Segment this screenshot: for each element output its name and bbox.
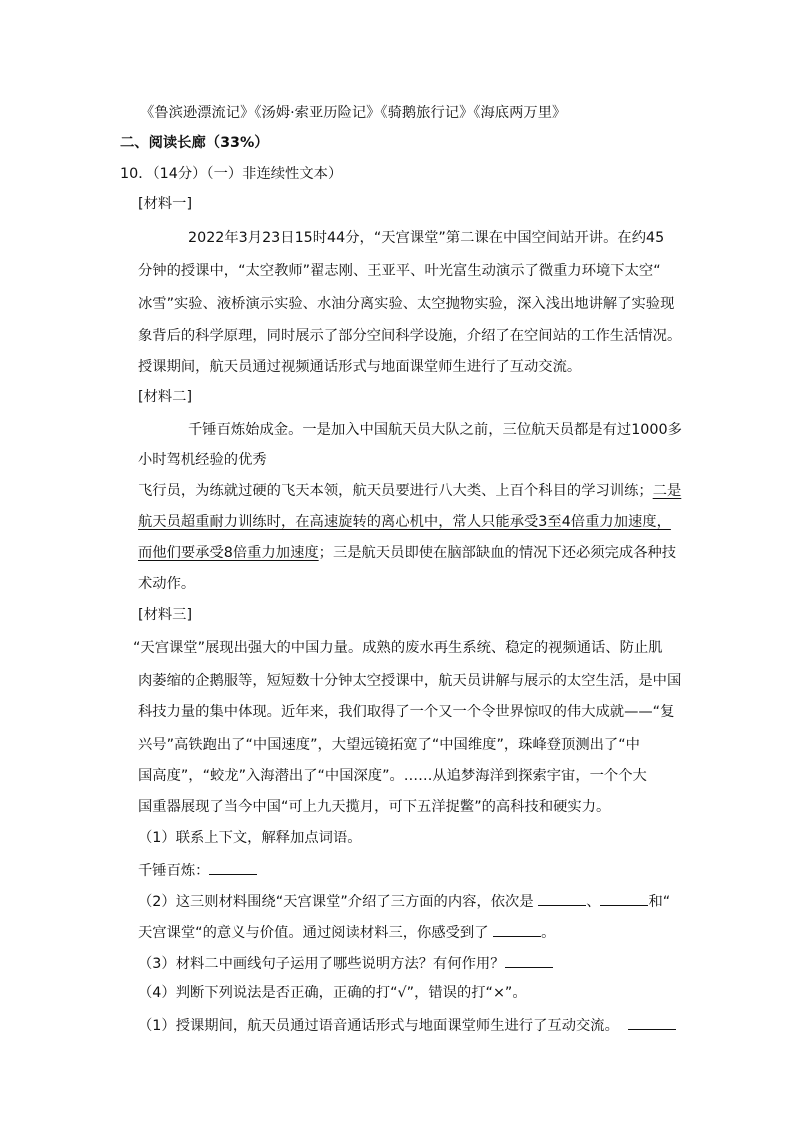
question-3 (138, 952, 553, 974)
question-4: （4）判断下列说法是否正确，正确的打“√”，错误的打“×”。 (138, 985, 527, 1001)
paragraph-line (138, 481, 681, 501)
text-span: 飞行员，为练就过硬的飞天本领，航天员要进行八大类、上百个科目的学习训练； (138, 483, 653, 499)
separator: 、 (586, 894, 601, 910)
text-span: ；三是航天员即使在脑部缺血的情况下还必须完成各种技 (318, 545, 677, 561)
paragraph-line: 2022年3月23日15时44分，“天宫课堂”第二课在中国空间站开讲。在约45 (188, 230, 665, 246)
paragraph-line: 国重器展现了当今中国“可上九天揽月，可下五洋捉鳖”的高科技和硬实力。 (138, 799, 611, 815)
question-4-item-1 (138, 1014, 676, 1036)
text-span: 和“ (648, 894, 671, 910)
answer-blank[interactable] (628, 1014, 676, 1030)
text-span: 。 (541, 925, 556, 941)
paragraph-line: “天宫课堂”展现出强大的中国力量。成熟的废水再生系统、稳定的视频通话、防止肌 (133, 640, 663, 656)
question-2 (138, 890, 670, 912)
paragraph-line: 授课期间，航天员通过视频通话形式与地面课堂师生进行了互动交流。 (138, 359, 582, 375)
paragraph-line: 小时驾机经验的优秀 (138, 452, 267, 468)
text-span: 天宫课堂“的意义与价值。通过阅读材料三，你感受到了 (138, 925, 489, 941)
material-1-title: [材料一] (138, 196, 193, 212)
text-span: （2）这三则材料围绕“天宫课堂”介绍了三方面的内容，依次是 (138, 894, 534, 910)
paragraph-line (138, 543, 676, 563)
question-10-title: 10．（14分）（一）非连续性文本） (120, 166, 343, 182)
term-label: 千锤百炼： (138, 863, 210, 879)
paragraph-line: 象背后的科学原理，同时展示了部分空间科学设施，介绍了在空间站的工作生活情况。 (138, 328, 682, 344)
paragraph-line: 肉萎缩的企鹅服等，短短数十分钟太空授课中，航天员讲解与展示的太空生活，是中国 (138, 673, 682, 689)
paragraph-line: 国高度”，“蛟龙”入海潜出了“中国深度”。……从追梦海洋到探索宇宙，一个个大 (138, 768, 647, 784)
answer-blank[interactable] (600, 890, 648, 906)
paragraph-line: 科技力量的集中体现。近年来，我们取得了一个又一个令世界惊叹的伟大成就——“复 (138, 704, 675, 720)
question-1-answer-row (138, 859, 257, 881)
book-list: 《鲁滨逊漂流记》《汤姆·索亚历险记》《骑鹅旅行记》《海底两万里》 (140, 105, 567, 121)
answer-blank[interactable] (505, 952, 553, 968)
underlined-sentence: 二是 (652, 483, 682, 499)
section-heading: 二、阅读长廊（33%） (120, 135, 269, 151)
answer-blank[interactable] (493, 921, 541, 937)
text-span: （1）授课期间，航天员通过语音通话形式与地面课堂师生进行了互动交流。 (138, 1018, 619, 1034)
paragraph-line: 分钟的授课中，“太空教师”翟志刚、王亚平、叶光富生动演示了微重力环境下太空“ (138, 263, 661, 279)
material-3-title: [材料三] (138, 607, 193, 623)
text-span: （3）材料二中画线句子运用了哪些说明方法？有何作用？ (138, 956, 505, 972)
paragraph-line: 千锤百炼始成金。一是加入中国航天员大队之前，三位航天员都是有过1000多 (188, 422, 682, 438)
underlined-sentence: 航天员超重耐力训练时，在高速旋转的离心机中，常人只能承受3至4倍重力加速度， (138, 514, 671, 530)
paragraph-line: 冰雪”实验、液桥演示实验、水油分离实验、太空抛物实验，深入浅出地讲解了实验现 (138, 296, 675, 312)
paragraph-line: 兴号”高铁跑出了“中国速度”，大望远镜拓宽了“中国维度”，珠峰登顶测出了“中 (138, 737, 640, 753)
answer-blank[interactable] (209, 859, 257, 875)
underlined-sentence: 而他们要承受8倍重力加速度 (138, 545, 319, 561)
answer-blank[interactable] (538, 890, 586, 906)
paragraph-line: 术动作。 (138, 576, 196, 592)
question-2-continued (138, 921, 555, 943)
material-2-title: [材料二] (138, 389, 193, 405)
question-1: （1）联系上下文，解释加点词语。 (138, 830, 362, 846)
